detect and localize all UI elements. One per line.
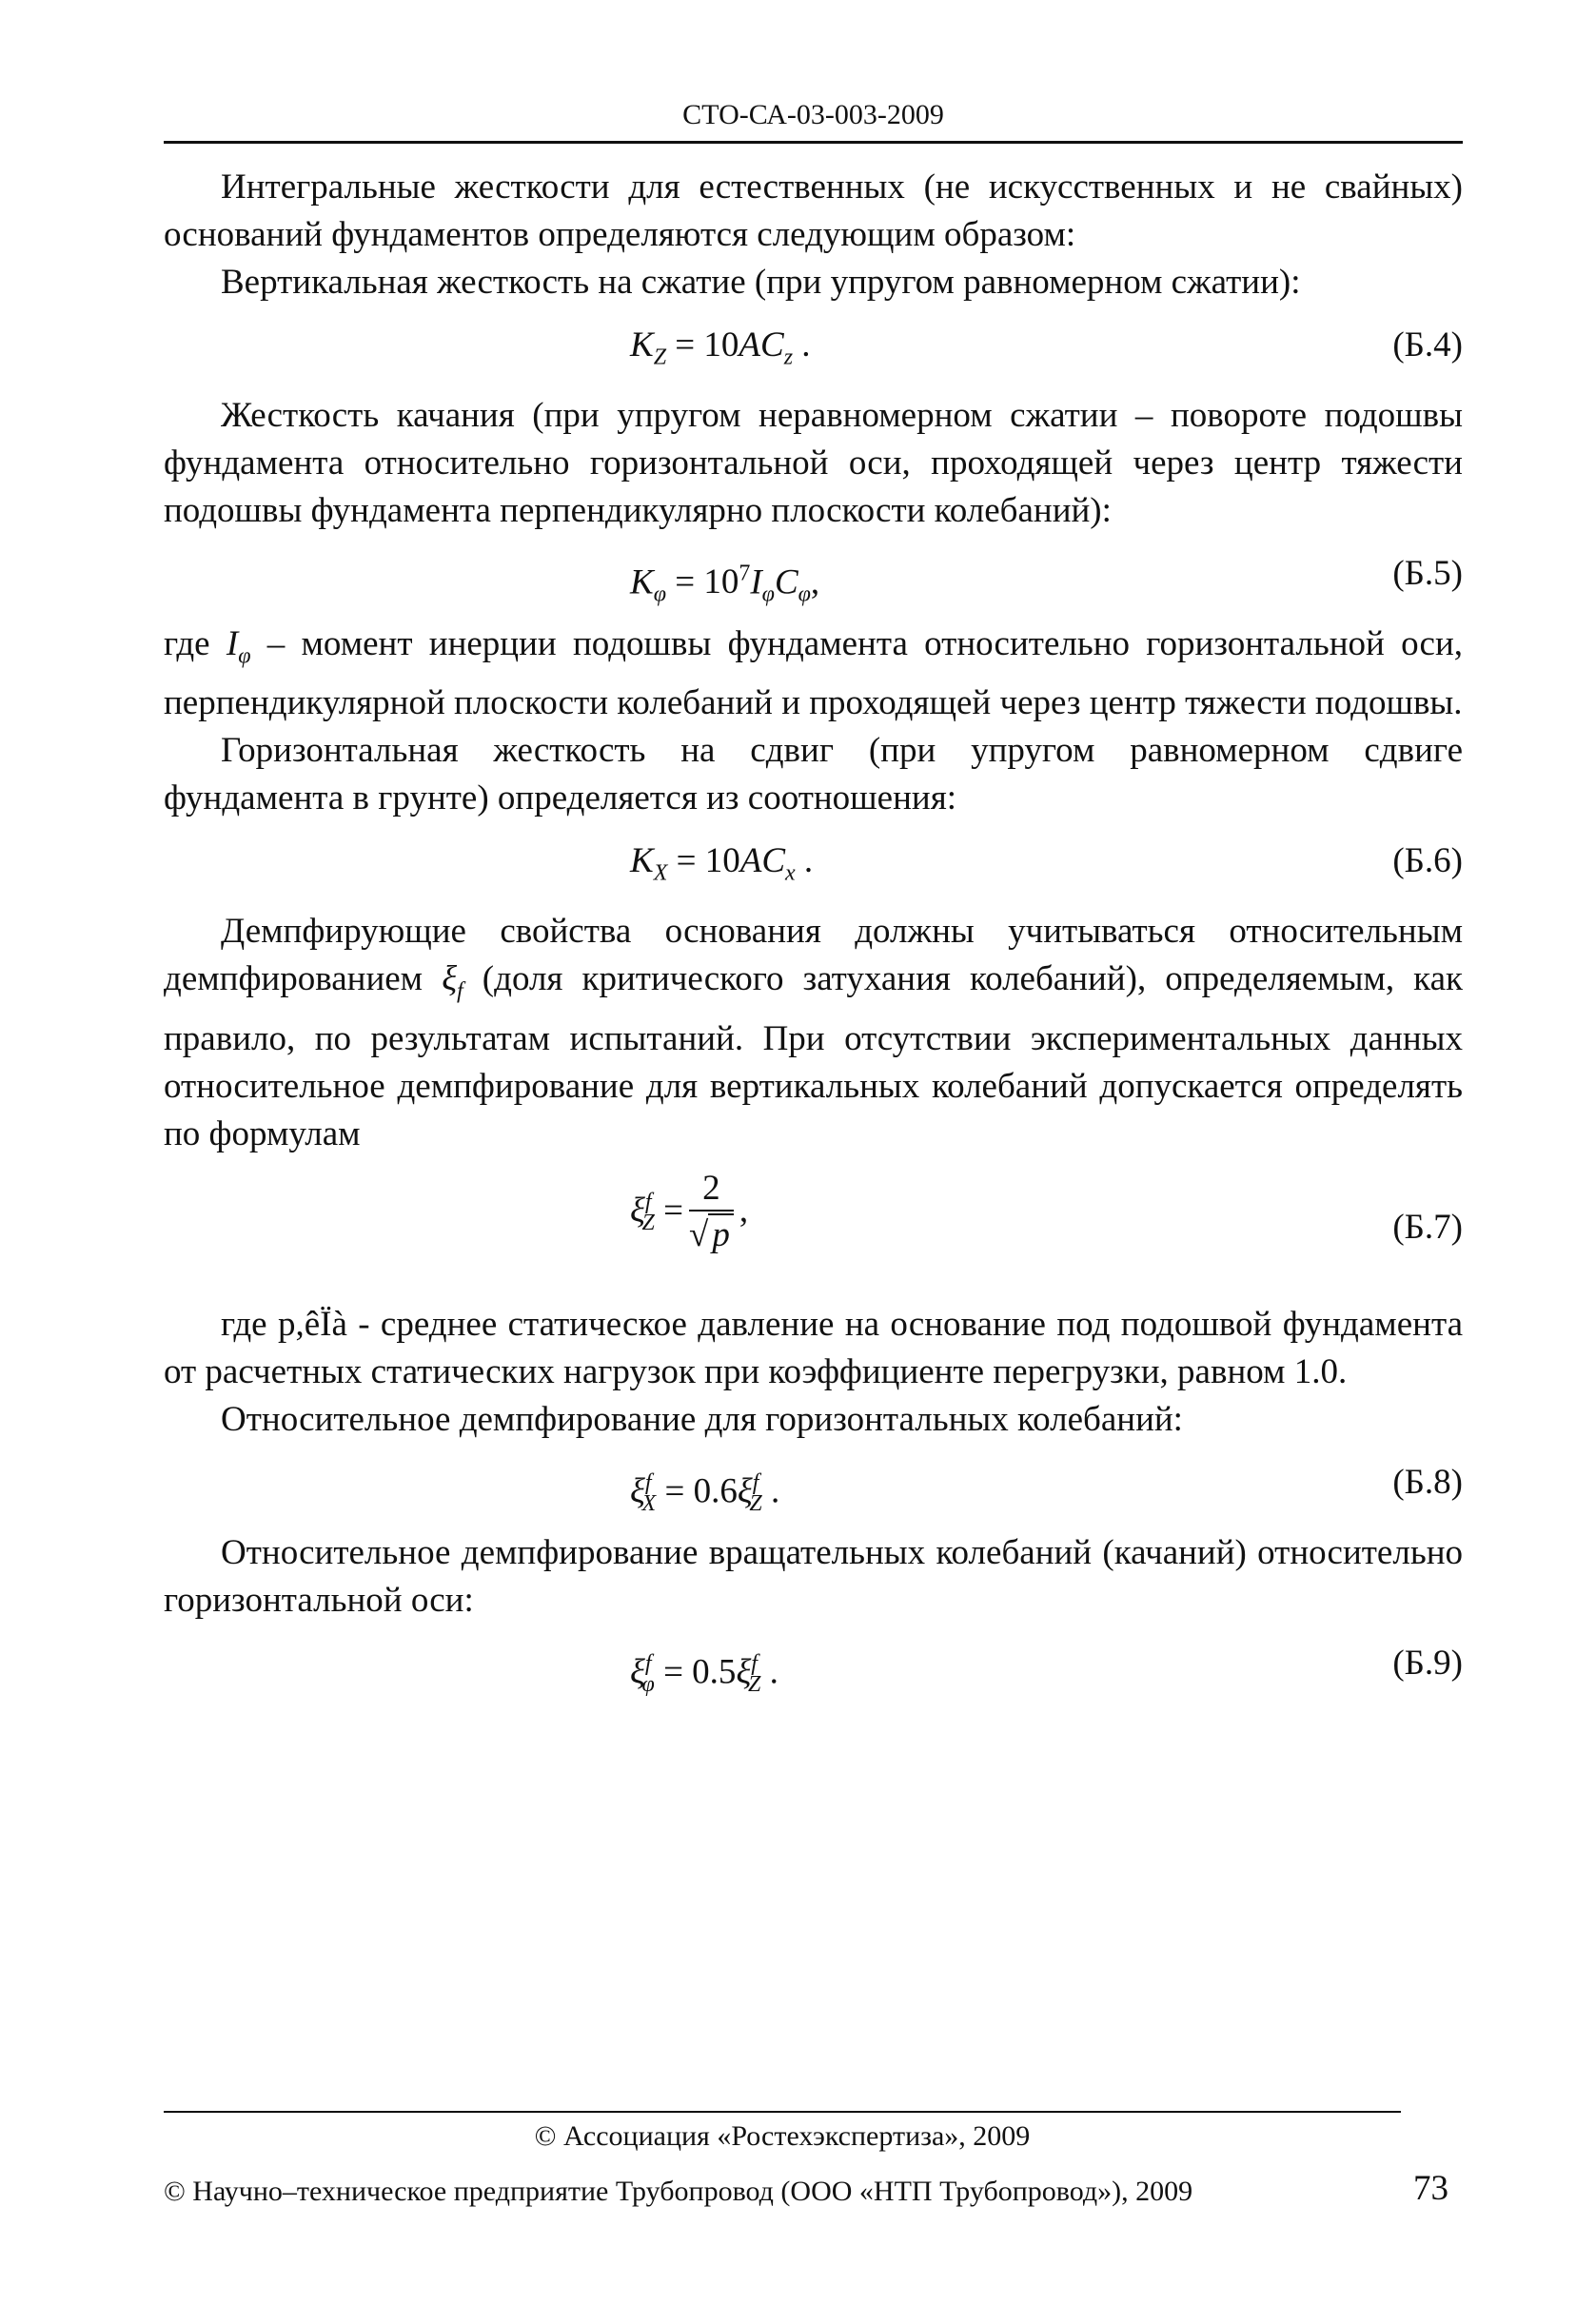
paragraph-moment-of-inertia: [164, 621, 1463, 727]
symbol-i-phi: $I_\varphi$: [226, 624, 251, 669]
equation-number: (Б.4): [1392, 325, 1463, 364]
page-number: 73: [1413, 2169, 1448, 2208]
formula-b8: $\xi^f_X = 0.6\xi^f_Z$ .: [630, 1469, 780, 1516]
symbol-xi-f: $\xi_f$: [442, 959, 463, 1004]
text-moment-definition: – момент инерции подошвы фундамента относительно горизонтальной оси, перпендикулярной плоскости колебаний и проходящей через центр тяжести подошвы.: [164, 624, 1463, 723]
equation-number: (Б.5): [1392, 554, 1463, 593]
text-damping-end: (доля критического затухания колебаний), определяемым, как правило, по результатам испытаний. При отсутствии экспериментальных данных относительное демпфирование для вертикальных колебаний допускается определять по формулам: [164, 959, 1464, 1153]
text-where: где: [164, 624, 210, 663]
paragraph-horizontal-damping: Относительное демпфирование для горизонтальных колебаний:: [221, 1399, 1183, 1439]
equation-b7: [164, 1158, 1463, 1301]
paragraph-rocking-stiffness: Жесткость качания (при упругом неравномерном сжатии – повороте подошвы фундамента относительно горизонтальной оси, проходящей через центр тяжести подошвы фундамента перпендикулярно плоскости колебаний):: [164, 396, 1463, 530]
equation-number: (Б.6): [1392, 841, 1463, 881]
paragraph-damping: [164, 908, 1463, 1157]
equation-b4: [164, 306, 1463, 392]
document-body: [164, 164, 1463, 1710]
equation-b6: [164, 822, 1463, 908]
page-header: СТО-СА-03-003-2009: [682, 99, 944, 130]
header-rule: [164, 141, 1463, 144]
formula-b7: $\xi^f_Z$ = $\frac{2}{√ p}$ ,: [630, 1168, 749, 1254]
paragraph-pressure: где p,êÏà - среднее статическое давление на основание под подошвой фундамента от расчетных статических нагрузок при коэффициенте перегрузки, равном 1.0.: [164, 1304, 1463, 1391]
formula-b6: $K_X = 10AC_x$ .: [630, 841, 814, 886]
footer-rule: [164, 2111, 1401, 2113]
footer-copyright-ntp: © Научно–техническое предприятие Трубопровод (ООО «НТП Трубопровод»), 2009: [164, 2176, 1193, 2207]
formula-b9: $\xi^f_\varphi = 0.5\xi^f_Z$ .: [630, 1650, 778, 1697]
formula-b4: $K_Z = 10AC_z$ .: [630, 325, 811, 370]
text-damping-start: Демпфирующие свойства основания должны учитываться относительным демпфированием: [164, 912, 1463, 999]
equation-b8: [164, 1444, 1463, 1529]
equation-number: (Б.8): [1392, 1462, 1463, 1502]
paragraph-vertical-stiffness: Вертикальная жесткость на сжатие (при упругом равномерном сжатии):: [221, 263, 1301, 302]
equation-b5: [164, 535, 1463, 621]
equation-number: (Б.7): [1392, 1207, 1463, 1247]
paragraph-shear-stiffness: Горизонтальная жесткость на сдвиг (при упругом равномерном сдвиге фундамента в грунте) определяется из соотношения:: [164, 731, 1463, 818]
formula-b5: $K_\varphi = 10^7I_\varphi C_\varphi$,: [630, 561, 820, 607]
equation-b9: [164, 1625, 1463, 1710]
paragraph-rotational-damping: Относительное демпфирование вращательных колебаний (качаний) относительно горизонтальной оси:: [164, 1532, 1463, 1620]
footer-copyright-association: © Ассоциация «Ростехэкспертиза», 2009: [534, 2120, 1031, 2152]
equation-number: (Б.9): [1392, 1643, 1463, 1683]
paragraph-intro: Интегральные жесткости для естественных (не искусственных и не свайных) оснований фундаментов определяются следующим образом:: [164, 167, 1463, 254]
